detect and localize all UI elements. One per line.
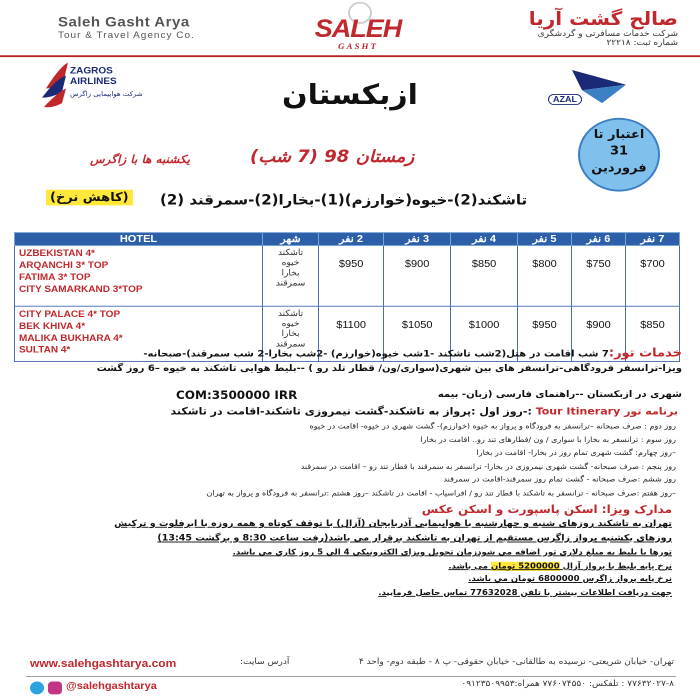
hotel-name: MALIKA BUKHARA 4* bbox=[19, 333, 123, 344]
tour-services bbox=[18, 346, 682, 376]
hotel-name: SULTAN 4* bbox=[19, 345, 71, 356]
services-guide: شهری در ازبکستان --راهنمای فارسی (زبان- بیمه bbox=[437, 389, 682, 400]
table-row bbox=[15, 245, 680, 306]
col-4pax: 4 نفر bbox=[451, 233, 518, 246]
services-text: 7 شب اقامت در هتل(2شب تاشکند -1شب خیوه(خوارزم) -2شب بخارا-2 شب سمرقند)-صبحانه- bbox=[143, 349, 609, 360]
price-cell: $850 bbox=[451, 245, 518, 306]
agency-fa-sub: شرکت خدمات مسافرتی و گردشگری bbox=[537, 29, 678, 39]
col-7pax: 7 نفر bbox=[625, 233, 679, 246]
city-name: خیوه bbox=[281, 318, 300, 328]
itinerary-day: روز ششم :صرف صبحانه - گشت تمام روز سمرقند-اقامت در سمرقند bbox=[443, 475, 676, 484]
itinerary-day: روز دوم : صرف صبحانه –ترانسفر به فرودگاه و پرواز به خیوه (خوارزم)- گشت شهری در خیوه- اقامت در خیوه bbox=[309, 421, 676, 431]
col-2pax: 2 نفر bbox=[319, 233, 384, 246]
hotel-name: BEK KHIVA 4* bbox=[19, 321, 86, 332]
docs-line: تورها با بلیط به مبلغ دلاری تور اضافه می شودزمان تحویل ویزای الکترونیکی 4 الی 5 روز کاری می باشد. bbox=[232, 547, 672, 558]
visa-docs bbox=[32, 502, 672, 600]
itinerary-intro: :-روز اول :پرواز به تاشکند-گشت نیمروزی تاشکند-اقامت در تاشکند bbox=[170, 405, 532, 418]
social-handle[interactable]: @salehgashtarya bbox=[66, 680, 157, 692]
price-table bbox=[14, 232, 680, 362]
zagros-fa: شرکت هواپیمایی زاگرس bbox=[70, 90, 143, 98]
logo-word: SALEH bbox=[314, 14, 402, 43]
azal-name: AZAL bbox=[548, 94, 582, 105]
validity-line2: 31 bbox=[609, 144, 629, 159]
itinerary-day: –روز هفتم :صرف صبحانه - ترانسفر به تاشکند با قطار تند رو / افراسیاب - اقامت در تاشکند –روز هشتم :ترانسفر به فرودگاه و پرواز به تهران bbox=[206, 489, 676, 498]
flight-days: یکشنبه ها با زاگرس bbox=[90, 152, 190, 166]
validity-badge bbox=[578, 118, 660, 192]
table-header-row bbox=[15, 233, 680, 246]
docs-line bbox=[32, 560, 672, 573]
city-list bbox=[263, 245, 319, 306]
telegram-icon[interactable] bbox=[30, 682, 44, 695]
website-link[interactable]: www.salehgashtarya.com bbox=[30, 656, 177, 670]
docs-line: نرخ پایه پرواز زاگرس 6800000 تومان می باشد. bbox=[468, 574, 672, 584]
azal-logo bbox=[542, 66, 632, 118]
hotel-name: FATIMA 3* TOP bbox=[19, 272, 91, 283]
col-3pax: 3 نفر bbox=[384, 233, 451, 246]
city-name: تاشکند bbox=[277, 308, 304, 318]
agency-en-name: Saleh Gasht Arya bbox=[58, 14, 190, 31]
docs-line: تهران به تاشکند روزهای شنبه و چهارشنبه با هواپیمایی آذربایجان (آزال) با توقف کوتاه و همه روزه با ایرفلوت و ترکیش bbox=[114, 518, 672, 529]
docs-text: نرخ پایه بلیط با پرواز آزال bbox=[562, 561, 672, 571]
price-cell: $700 bbox=[625, 245, 679, 306]
address: تهران- خیابان شریعتی- نرسیده به طالقانی- خیابان حقوقی- پ ۸ - طبقه دوم- واحد ۴ bbox=[358, 657, 674, 667]
page-title: ازبکستان bbox=[282, 79, 418, 112]
docs-text: می باشد. bbox=[448, 561, 489, 571]
city-name: خیوه bbox=[281, 257, 300, 268]
hotel-name: UZBEKISTAN 4* bbox=[19, 248, 95, 259]
commission-note: COM:3500000 IRR bbox=[176, 388, 298, 402]
docs-line: جهت دریافت اطلاعات بیشتر با تلفن 77632028 تماس حاصل فرمایید. bbox=[378, 588, 672, 598]
price-cell: $800 bbox=[518, 245, 572, 306]
agency-en-sub: Tour & Travel Agency Co. bbox=[58, 30, 195, 41]
col-6pax: 6 نفر bbox=[572, 233, 626, 246]
docs-line: روزهای یکشنبه پرواز زاگرس مستقیم از تهران به تاشکند برقرار می باشد(رفت ساعت 8:30 و برگشت 13:45) bbox=[157, 533, 672, 544]
footer-divider bbox=[26, 676, 676, 677]
price-cell: $850 bbox=[625, 306, 679, 361]
services-label: خدمات تور: bbox=[608, 346, 682, 361]
city-name: بخارا bbox=[281, 328, 300, 339]
hotel-list bbox=[15, 245, 263, 306]
itinerary-day: –روز چهارم: گشت شهری تمام روز در بخارا- اقامت در بخارا bbox=[476, 448, 676, 457]
col-city: شهر bbox=[263, 233, 319, 246]
city-name: سمرقند bbox=[275, 338, 306, 349]
validity-line3: فروردین bbox=[591, 161, 647, 175]
header bbox=[0, 0, 700, 57]
services-line2: ویزا-ترانسفر فرودگاهی-ترانسفر های بین شهری(سواری/ون/ قطار تلد رو ) --بلیط هوایی تاشکند به خیوه –6 روز گشت bbox=[96, 363, 682, 374]
price-cell: $900 bbox=[384, 245, 451, 306]
logo-sub: GASHT bbox=[337, 41, 378, 51]
price-cell: $1000 bbox=[451, 306, 518, 361]
price-cell: $900 bbox=[572, 306, 626, 361]
highlighted-price: 5200000 تومان bbox=[491, 561, 560, 571]
saleh-logo bbox=[312, 2, 404, 55]
itinerary-label: برنامه تور bbox=[624, 405, 678, 418]
price-cell: $750 bbox=[572, 245, 626, 306]
agency-english bbox=[58, 15, 195, 41]
agency-fa-reg: شماره ثبت: ۲۲۲۱۸ bbox=[606, 38, 678, 48]
site-label: آدرس سایت: bbox=[240, 657, 290, 667]
price-cell: $950 bbox=[518, 306, 572, 361]
itinerary-day: روز سوم : ترانسفر به بخارا با سواری / ون /قطارهای تند رو.. اقامت در بخارا bbox=[420, 435, 676, 444]
col-5pax: 5 نفر bbox=[518, 233, 572, 246]
price-cell: $1100 bbox=[319, 306, 384, 361]
hotel-name: CITY PALACE 4* TOP bbox=[19, 309, 121, 320]
col-hotel: HOTEL bbox=[15, 233, 263, 246]
phone-numbers: ۷۷۶۳۲۰۲۷-۸ : تلفکس: ۷۷۶۰۷۴۵۵۰ همراه:۰۹۱۲۳۵۰۹۹۵۳ bbox=[461, 679, 674, 689]
agency-fa-name: صالح گشت آریا bbox=[528, 7, 678, 30]
hotel-name: ARQANCHI 3* TOP bbox=[19, 260, 109, 271]
route: تاشکند(2)-خیوه(خوارزم)(1)-بخارا(2)-سمرقند (2) bbox=[160, 191, 528, 209]
itinerary-day: روز پنجم : صرف صبحانه- گشت شهری نیمروزی در بخارا- ترانسفر به سمرقند با قطار تند رو – اقامت در سمرقند bbox=[300, 462, 676, 471]
price-cell: $950 bbox=[319, 245, 384, 306]
city-name: سمرقند bbox=[275, 278, 306, 288]
itinerary-label-en: Tour Itinerary bbox=[535, 405, 621, 418]
city-name: بخارا bbox=[281, 268, 300, 278]
validity-line1: اعتبار تا bbox=[593, 128, 645, 142]
services-line1 bbox=[18, 346, 682, 362]
itinerary-days bbox=[36, 420, 676, 501]
season-duration: زمستان 98 (7 شب) bbox=[250, 147, 415, 167]
discount-badge: (کاهش نرخ) bbox=[46, 190, 133, 206]
itinerary-title bbox=[171, 405, 678, 417]
city-name: تاشکند bbox=[277, 247, 304, 257]
zagros-name: ZAGROS AIRLINES bbox=[70, 66, 117, 87]
hotel-name: CITY SAMARKAND 3*TOP bbox=[19, 284, 143, 295]
instagram-icon[interactable] bbox=[48, 682, 62, 695]
price-cell: $1050 bbox=[384, 306, 451, 361]
agency-persian bbox=[529, 7, 678, 48]
docs-head: مدارک ویزا: اسکن پاسپورت و اسکن عکس bbox=[421, 502, 672, 516]
